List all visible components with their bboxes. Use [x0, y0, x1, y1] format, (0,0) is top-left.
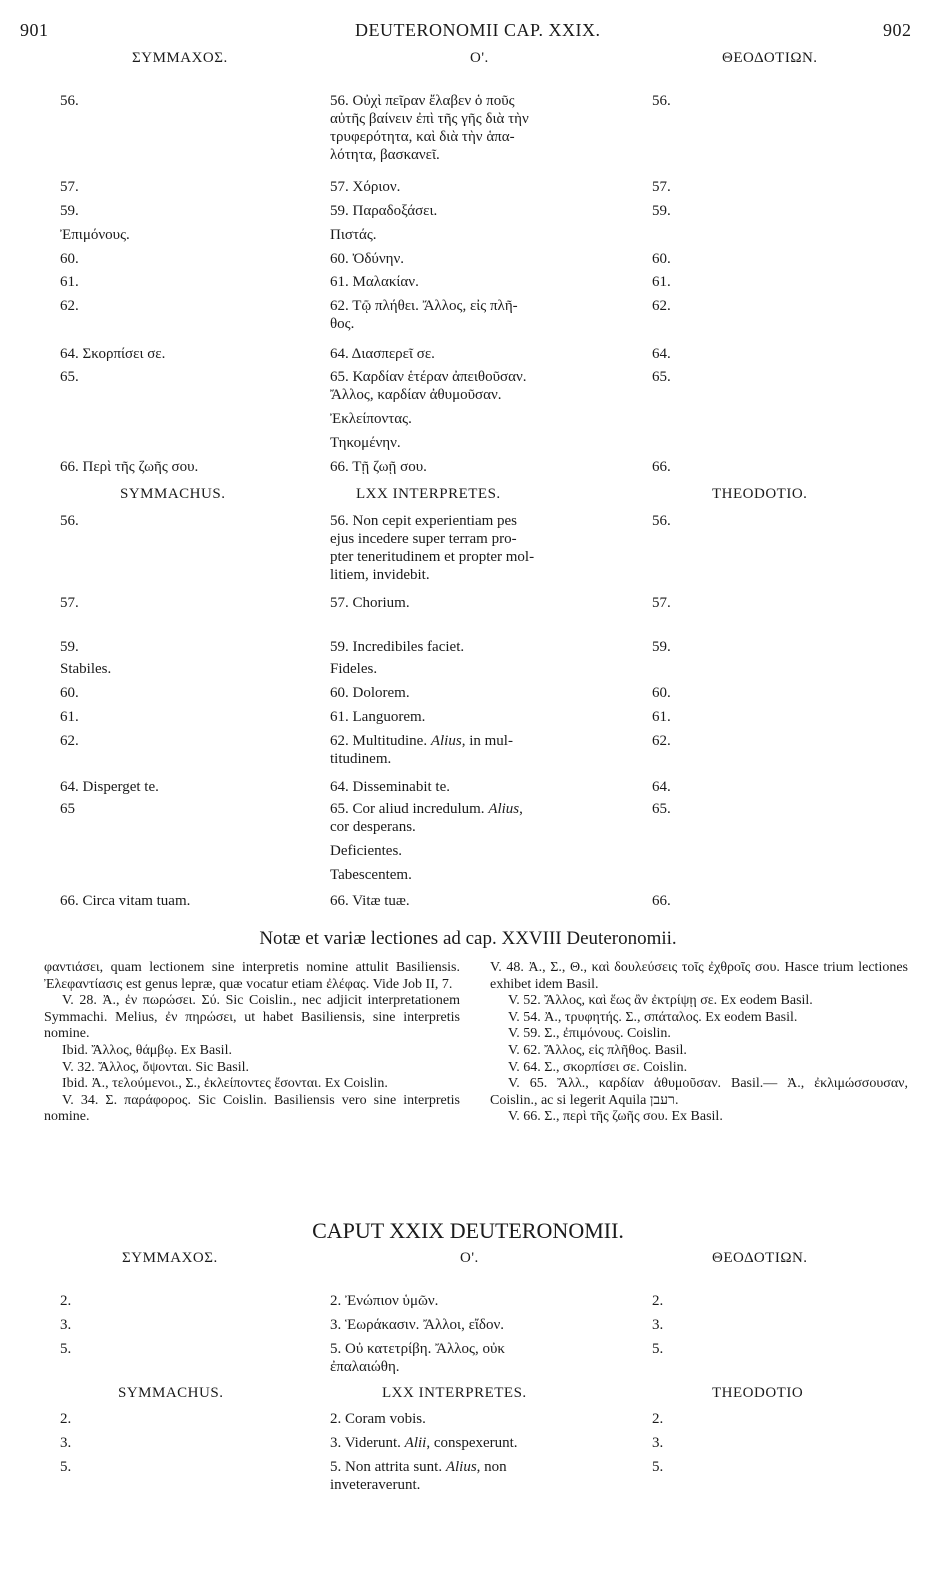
- col-header-theodotion-greek: ΘΕΟΔΟΤΙΩΝ.: [722, 50, 818, 66]
- theodotion-cell: 62.: [652, 298, 671, 314]
- lxx-cell: 61. Μαλακίαν.: [330, 274, 419, 290]
- theodotion-cell: 3.: [652, 1435, 664, 1451]
- lxx-cell: αὐτῆς βαίνειν ἐπὶ τῆς γῆς διὰ τὴν: [330, 111, 529, 127]
- col-header-symmachus-latin: SYMMACHUS.: [120, 486, 226, 502]
- theodotion-cell: 59.: [652, 203, 671, 219]
- lxx-cell: 60. Ὀδύνην.: [330, 251, 405, 267]
- theodotion-cell: 56.: [652, 93, 671, 109]
- page-number-left: 901: [20, 20, 49, 40]
- symmachus-cell: 64. Disperget te.: [60, 779, 159, 795]
- lxx-cell: 66. Vitæ tuæ.: [330, 893, 410, 909]
- lxx-cell: 64. Disseminabit te.: [330, 779, 450, 795]
- symmachus-cell: 60.: [60, 685, 79, 701]
- note-paragraph: V. 32. Ἄλλος, ὄψονται. Sic Basil.: [62, 1059, 249, 1075]
- lxx-cell: Ἐκλείποντας.: [330, 411, 412, 427]
- lxx-cell: cor desperans.: [330, 819, 416, 835]
- symmachus-cell: 61.: [60, 274, 79, 290]
- note-paragraph: V. 62. Ἄλλος, εἰς πλῆθος. Basil.: [508, 1042, 687, 1058]
- note-paragraph: V. 52. Ἄλλος, καὶ ἕως ἂν ἐκτρίψῃ σε. Ex eodem Basil.: [508, 993, 813, 1009]
- theodotion-cell: 2.: [652, 1293, 664, 1309]
- note-paragraph: V. 48. Ἀ., Σ., Θ., καὶ δουλεύσεις τοῖς ἐχθροῖς σου. Hasce trium lectiones exhibet idem Basil.: [490, 960, 908, 992]
- theodotion-cell: 5.: [652, 1459, 664, 1475]
- lxx-cell: Fideles.: [330, 661, 378, 677]
- symmachus-cell: 2.: [60, 1411, 72, 1427]
- theodotion-cell: 3.: [652, 1317, 664, 1333]
- caput-col-header-lxx-greek: O'.: [460, 1250, 479, 1266]
- lxx-cell: 5. Non attrita sunt. Alius, non: [330, 1459, 507, 1475]
- symmachus-cell: 57.: [60, 179, 79, 195]
- caput-col-header-lxx-latin: LXX INTERPRETES.: [382, 1385, 527, 1401]
- theodotion-cell: 61.: [652, 709, 671, 725]
- note-paragraph: V. 64. Σ., σκορπίσει σε. Coislin.: [508, 1059, 688, 1075]
- symmachus-cell: 3.: [60, 1435, 72, 1451]
- theodotion-cell: 66.: [652, 893, 671, 909]
- lxx-cell: 62. Multitudine. Alius, in mul-: [330, 733, 513, 749]
- theodotion-cell: 57.: [652, 595, 671, 611]
- symmachus-cell: 65.: [60, 369, 79, 385]
- col-header-lxx-greek: O'.: [470, 50, 489, 66]
- note-paragraph: V. 28. Ἀ., ἐν πωρώσει. Σύ. Sic Coislin., nec adjicit interpretationem Symmachi. Melius, ἐν πηρώσει, ut habet Basiliensis, sine interpretis nomine.: [44, 993, 460, 1042]
- symmachus-cell: 5.: [60, 1459, 72, 1475]
- symmachus-cell: 62.: [60, 733, 79, 749]
- theodotion-cell: 60.: [652, 251, 671, 267]
- symmachus-cell: 3.: [60, 1317, 72, 1333]
- lxx-cell: litiem, invidebit.: [330, 567, 430, 583]
- theodotion-cell: 5.: [652, 1341, 664, 1357]
- theodotion-cell: 62.: [652, 733, 671, 749]
- lxx-cell: 57. Χόριον.: [330, 179, 401, 195]
- notes-title: Notæ et variæ lectiones ad cap. XXVIII Deuteronomii.: [259, 928, 677, 949]
- lxx-cell: 66. Τῇ ζωῇ σου.: [330, 459, 427, 475]
- symmachus-cell: 59.: [60, 203, 79, 219]
- theodotion-cell: 61.: [652, 274, 671, 290]
- lxx-cell: 64. Διασπερεῖ σε.: [330, 346, 435, 362]
- theodotion-cell: 57.: [652, 179, 671, 195]
- theodotion-cell: 65.: [652, 801, 671, 817]
- symmachus-cell: 5.: [60, 1341, 72, 1357]
- note-paragraph: V. 34. Σ. παράφορος. Sic Coislin. Basiliensis vero sine interpretis nomine.: [44, 1092, 460, 1125]
- theodotion-cell: 59.: [652, 639, 671, 655]
- col-header-theodotio-latin: THEODOTIO.: [712, 486, 808, 502]
- symmachus-cell: 2.: [60, 1293, 72, 1309]
- symmachus-cell: 59.: [60, 639, 79, 655]
- lxx-cell: inveteraverunt.: [330, 1477, 421, 1493]
- note-paragraph: V. 66. Σ., περὶ τῆς ζωῆς σου. Ex Basil.: [508, 1109, 723, 1125]
- caput-col-header-theodotio-latin: THEODOTIO: [712, 1385, 804, 1401]
- lxx-cell: Deficientes.: [330, 843, 403, 859]
- lxx-cell: 62. Τῷ πλήθει. Ἄλλος, εἰς πλῆ-: [330, 298, 518, 314]
- lxx-cell: Πιστάς.: [330, 227, 377, 243]
- theodotion-cell: 66.: [652, 459, 671, 475]
- lxx-cell: 57. Chorium.: [330, 595, 410, 611]
- note-paragraph: V. 65. Ἄλλ., καρδίαν ἀθυμοῦσαν. Basil.— Ἀ., ἐκλιμώσσουσαν, Coislin., ac si legerit Aquila רעבן.: [490, 1076, 908, 1108]
- theodotion-cell: 65.: [652, 369, 671, 385]
- symmachus-cell: 62.: [60, 298, 79, 314]
- lxx-cell: 2. Coram vobis.: [330, 1411, 426, 1427]
- lxx-cell: Ἄλλος, καρδίαν ἀθυμοῦσαν.: [330, 387, 502, 403]
- running-title: DEUTERONOMII CAP. XXIX.: [355, 20, 601, 40]
- theodotion-cell: 2.: [652, 1411, 664, 1427]
- symmachus-cell: 65: [60, 801, 75, 817]
- lxx-cell: 60. Dolorem.: [330, 685, 410, 701]
- lxx-cell: 56. Οὐχὶ πεῖραν ἔλαβεν ὁ ποῦς: [330, 93, 515, 109]
- theodotion-cell: 56.: [652, 513, 671, 529]
- symmachus-cell: Ἐπιμόνους.: [60, 227, 130, 243]
- lxx-cell: 3. Ἑωράκασιν. Ἄλλοι, εἴδον.: [330, 1317, 505, 1333]
- lxx-cell: 65. Καρδίαν ἑτέραν ἀπειθοῦσαν.: [330, 369, 527, 385]
- theodotion-cell: 64.: [652, 779, 671, 795]
- col-header-lxx-latin: LXX INTERPRETES.: [356, 486, 501, 502]
- caput-col-header-symmachus-greek: ΣΥΜΜΑΧΟΣ.: [122, 1250, 218, 1266]
- lxx-cell: titudinem.: [330, 751, 392, 767]
- caput-col-header-theodotion-greek: ΘΕΟΔΟΤΙΩΝ.: [712, 1250, 808, 1266]
- theodotion-cell: 60.: [652, 685, 671, 701]
- page-number-right: 902: [883, 20, 912, 40]
- note-paragraph: φαντιάσει, quam lectionem sine interpretis nomine attulit Basiliensis. Ἐλεφαντίασις est genus lepræ, quæ vocatur etiam ἐλέφας. Vide Job II, 7.: [44, 960, 460, 992]
- lxx-cell: ἐπαλαιώθη.: [330, 1359, 400, 1375]
- symmachus-cell: 57.: [60, 595, 79, 611]
- symmachus-cell: Stabiles.: [60, 661, 112, 677]
- lxx-cell: Tabescentem.: [330, 867, 412, 883]
- symmachus-cell: 66. Περὶ τῆς ζωῆς σου.: [60, 459, 199, 475]
- lxx-cell: 59. Παραδοξάσει.: [330, 203, 438, 219]
- lxx-cell: 59. Incredibiles faciet.: [330, 639, 465, 655]
- symmachus-cell: 66. Circa vitam tuam.: [60, 893, 191, 909]
- symmachus-cell: 64. Σκορπίσει σε.: [60, 346, 166, 362]
- col-header-symmachus-greek: ΣΥΜΜΑΧΟΣ.: [132, 50, 228, 66]
- symmachus-cell: 61.: [60, 709, 79, 725]
- lxx-cell: Τηκομένην.: [330, 435, 401, 451]
- lxx-cell: 56. Non cepit experientiam pes: [330, 513, 518, 529]
- lxx-cell: θος.: [330, 316, 355, 332]
- note-paragraph: Ibid. Ἀ., τελούμενοι., Σ., ἐκλείποντες ἔσονται. Ex Coislin.: [62, 1076, 388, 1092]
- note-paragraph: V. 54. Ἀ., τρυφητής. Σ., σπάταλος. Ex eodem Basil.: [508, 1009, 798, 1025]
- caput-col-header-symmachus-latin: SYMMACHUS.: [118, 1385, 224, 1401]
- lxx-cell: λότητα, βασκανεῖ.: [330, 147, 440, 163]
- notes-left-column: [44, 960, 460, 1126]
- lxx-cell: 61. Languorem.: [330, 709, 426, 725]
- note-paragraph: Ibid. Ἄλλος, θάμβῳ. Ex Basil.: [62, 1042, 232, 1058]
- symmachus-cell: 56.: [60, 93, 79, 109]
- lxx-cell: 5. Οὐ κατετρίβη. Ἄλλος, οὐκ: [330, 1341, 505, 1357]
- notes-right-column: [490, 960, 908, 1126]
- symmachus-cell: 56.: [60, 513, 79, 529]
- lxx-cell: 3. Viderunt. Alii, conspexerunt.: [330, 1435, 518, 1451]
- lxx-cell: pter teneritudinem et propter mol-: [330, 549, 535, 565]
- theodotion-cell: 64.: [652, 346, 671, 362]
- lxx-cell: τρυφερότητα, καὶ διὰ τὴν ἁπα-: [330, 129, 515, 145]
- caput-title: CAPUT XXIX DEUTERONOMII.: [312, 1218, 624, 1243]
- symmachus-cell: 60.: [60, 251, 79, 267]
- note-paragraph: V. 59. Σ., ἐπιμόνους. Coislin.: [508, 1026, 671, 1042]
- lxx-cell: 65. Cor aliud incredulum. Alius,: [330, 801, 523, 817]
- lxx-cell: 2. Ἐνώπιον ὑμῶν.: [330, 1293, 439, 1309]
- lxx-cell: ejus incedere super terram pro-: [330, 531, 517, 547]
